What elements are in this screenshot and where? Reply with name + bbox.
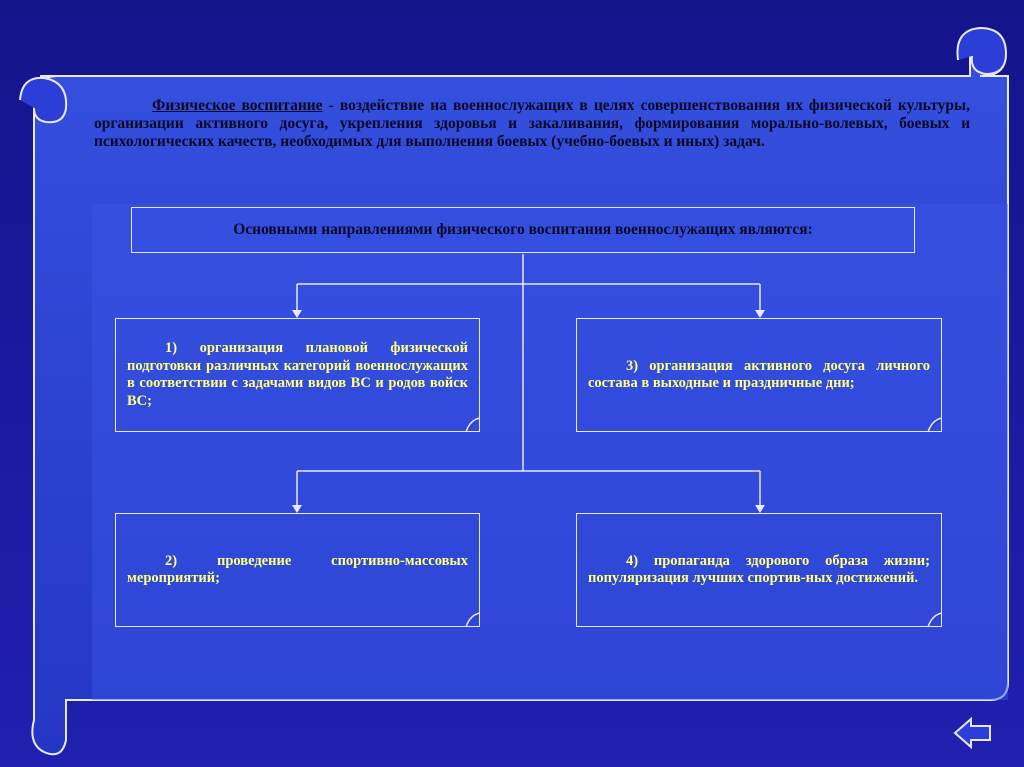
definition-text: - воздействие на военнослужащих в целях совершенствования их физической культуры, организации активного досуга, укрепления здоровья и закаливания, формирования морально-волевых, боевых и психологических качеств, необходимых для выполнения боевых (учебно-боевых и иных) задач. [94, 97, 970, 150]
direction-text-1: 1) организация плановой физической подготовки различных категорий военнослужащих в соответствии с задачами видов ВС и родов войск ВС; [127, 340, 468, 409]
definition-term: Физическое воспитание [152, 97, 323, 114]
scroll-roll-left [20, 78, 66, 122]
direction-text-4: 4) пропаганда здорового образа жизни; популяризация лучших спортив-ных достижений. [588, 552, 930, 586]
direction-box-3 [576, 318, 942, 432]
scroll-roll-right [957, 28, 1006, 74]
definition-paragraph [94, 97, 970, 151]
direction-text-3: 3) организация активного досуга личного состава в выходные и праздничные дни; [588, 357, 930, 391]
direction-box-2 [115, 513, 480, 627]
back-button[interactable] [953, 713, 993, 753]
back-arrow-icon [953, 713, 993, 753]
direction-text-2: 2) проведение спортивно-массовых мероприятий; [127, 552, 468, 586]
direction-box-1 [115, 318, 480, 432]
directions-header [131, 207, 915, 253]
directions-header-text: Основными направлениями физического воспитания военнослужащих являются: [233, 221, 813, 238]
direction-box-4 [576, 513, 942, 627]
